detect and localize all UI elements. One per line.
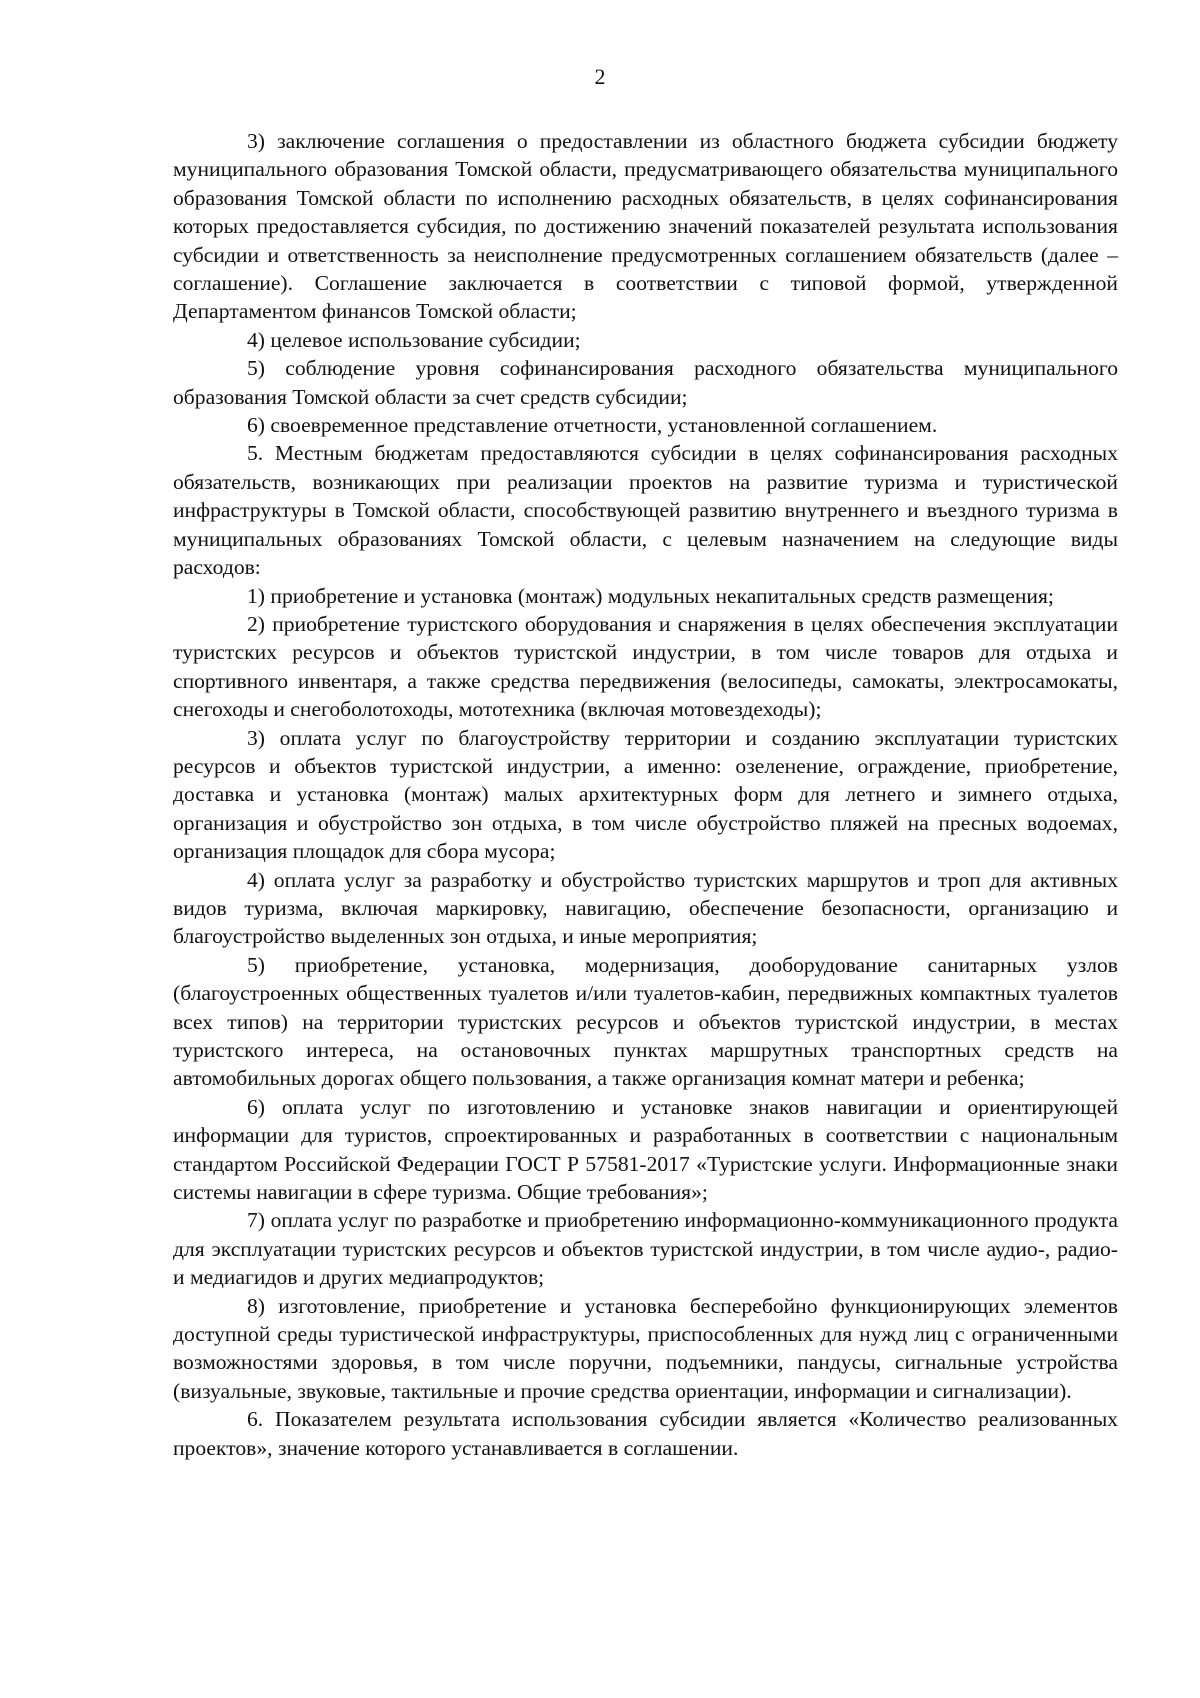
item-7-ict-products: 7) оплата услуг по разработке и приобретению информационно-коммуникационного продукта для эксплуатации туристских ресурсов и объектов туристской индустрии, в том числе аудио-, радио- и медиагидов и других медиапродуктов; xyxy=(173,1208,1118,1290)
page-number: 2 xyxy=(594,64,606,89)
item-5-sanitary-facilities: 5) приобретение, установка, модернизация, дооборудование санитарных узлов (благоустроенных общественных туалетов и/или туалетов-кабин, передвижных компактных туалетов всех типов) на территории туристских ресурсов и объектов туристской индустрии, в местах туристского интереса, на остановочных пунктах маршрутных транспортных средств на автомобильных дорогах общего пользования, а также организация комнат матери и ребенка; xyxy=(173,952,1118,1091)
section-6-result-indicator: 6. Показателем результата использования субсидии является «Количество реализованных проектов», значение которого устанавливается в соглашении. xyxy=(173,1407,1118,1460)
paragraph-5-cofinancing-level: 5) соблюдение уровня софинансирования расходного обязательства муниципального образования Томской области за счет средств субсидии; xyxy=(173,356,1118,409)
paragraph-4-targeted-use: 4) целевое использование субсидии; xyxy=(247,327,581,352)
document-body xyxy=(173,127,1118,1462)
item-3-landscaping: 3) оплата услуг по благоустройству территории и созданию эксплуатации туристских ресурсов и объектов туристской индустрии, а именно: озеленение, ограждение, приобретение, доставка и установка (монтаж) малых архитектурных форм для летнего и зимнего отдыха, организация и обустройство зон отдыха, в том числе обустройство пляжей на пресных водоемах, организация площадок для сбора мусора; xyxy=(173,725,1118,864)
item-4-routes-trails: 4) оплата услуг за разработку и обустройство туристских маршрутов и троп для активных видов туризма, включая маркировку, навигацию, обеспечение безопасности, организацию и благоустройство выделенных зон отдыха, и иные мероприятия; xyxy=(173,867,1118,949)
paragraph-6-reporting: 6) своевременное представление отчетности, установленной соглашением. xyxy=(247,413,938,438)
item-8-accessible-environment: 8) изготовление, приобретение и установка бесперебойно функционирующих элементов доступной среды туристической инфраструктуры, приспособленных для нужд лиц с ограниченными возможностями здоровья, в том числе поручни, подъемники, пандусы, сигнальные устройства (визуальные, звуковые, тактильные и прочие средства ориентации, информации и сигнализации). xyxy=(173,1293,1118,1403)
section-5-subsidies: 5. Местным бюджетам предоставляются субсидии в целях софинансирования расходных обязательств, возникающих при реализации проектов на развитие туризма и туристической инфраструктуры в Томской области, способствующей развитию внутреннего и въездного туризма в муниципальных образованиях Томской области, с целевым назначением на следующие виды расходов: xyxy=(173,441,1118,580)
item-2-tourist-equipment: 2) приобретение туристского оборудования и снаряжения в целях обеспечения эксплуатации туристских ресурсов и объектов туристской индустрии, в том числе товаров для отдыха и спортивного инвентаря, а также средства передвижения (велосипеды, самокаты, электросамокаты, снегоходы и снегоболотоходы, мототехника (включая мотовездеходы); xyxy=(173,611,1118,722)
item-1-modular-accommodation: 1) приобретение и установка (монтаж) модульных некапитальных средств размещения; xyxy=(247,583,1054,608)
paragraph-3-agreement: 3) заключение соглашения о предоставлении из областного бюджета субсидии бюджету муниципального образования Томской области, предусматривающего обязательства муниципального образования Томской области по исполнению расходных обязательств, в целях софинансирования которых предоставляется субсидия, по достижению значений показателей результата использования субсидии и ответственность за неисполнение предусмотренных соглашением обязательств (далее – соглашение). Соглашение заключается в соответствии с типовой формой, утвержденной Департаментом финансов Томской области; xyxy=(173,129,1118,324)
item-6-navigation-signs: 6) оплата услуг по изготовлению и установке знаков навигации и ориентирующей информации для туристов, спроектированных и разработанных в соответствии с национальным стандартом Российской Федерации ГОСТ Р 57581-2017 «Туристские услуги. Информационные знаки системы навигации в сфере туризма. Общие требования»; xyxy=(173,1094,1118,1205)
